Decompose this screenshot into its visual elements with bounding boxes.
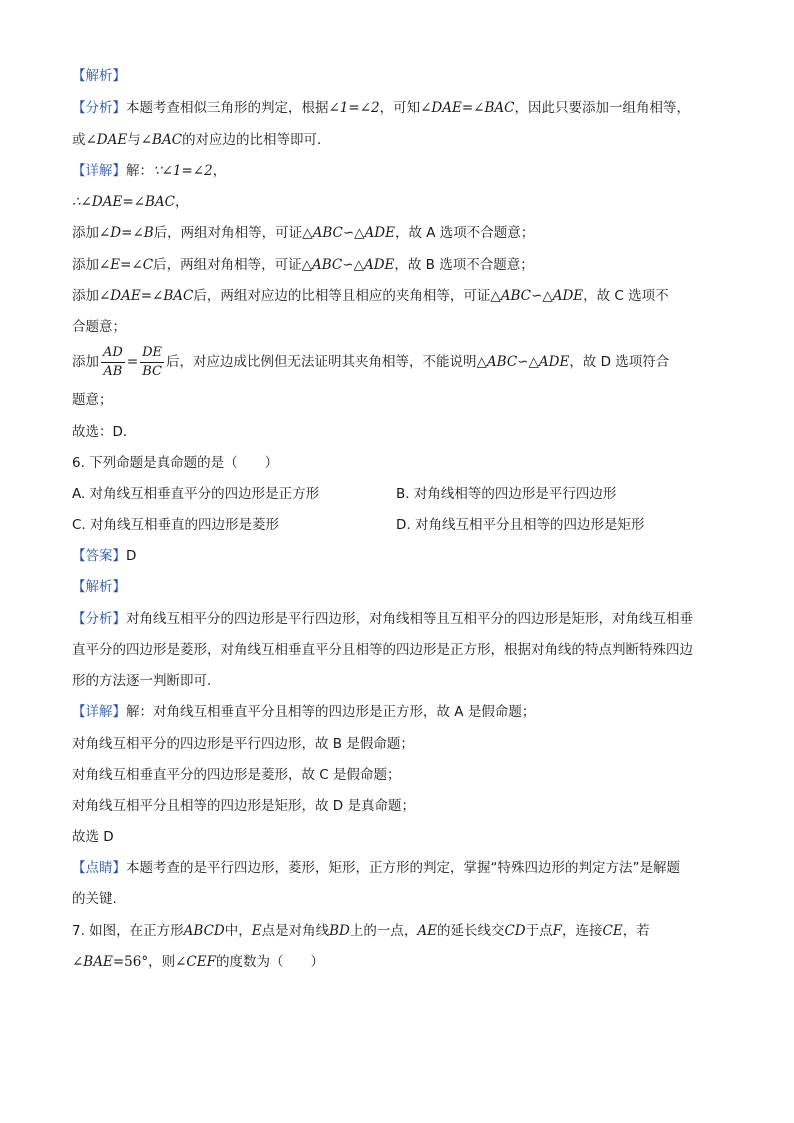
detail-line-7 (72, 339, 669, 385)
text: 于点 (525, 923, 553, 939)
text: ， (174, 194, 189, 210)
jiexi-heading-q6: 【解析】 (72, 579, 126, 595)
option-d: D. 对角线互相平分且相等的四边形是矩形 (396, 517, 645, 533)
text: 本题考查相似三角形的判定，根据 (126, 100, 329, 116)
math-expr: ∠1=∠2 (328, 100, 380, 116)
q6-analysis-line-1 (72, 609, 693, 629)
math-expr: △ABC∽△ADE (476, 354, 570, 370)
q6-analysis-line-2: 直平分的四边形是菱形，对角线互相垂直平分且相等的四边形是正方形，根据对角线的特点判断特殊四边 (72, 642, 693, 658)
math-expr: CD (504, 923, 526, 939)
option-c: C. 对角线互相垂直的四边形是菱形 (72, 517, 280, 533)
text: 的度数为（ ） (215, 954, 324, 970)
text: ，若 (622, 923, 650, 939)
text: ，可知 (379, 100, 421, 116)
fenxi-tag: 【分析】 (72, 100, 126, 116)
text: 中， (224, 923, 252, 939)
math-expr: △ABC∽△ADE (301, 257, 395, 273)
detail-line-9: 故选：D． (72, 424, 137, 440)
fenxi-tag: 【分析】 (72, 611, 126, 627)
math-expr: ∠DAE=∠BAC (99, 288, 194, 304)
math-expr: ∴∠DAE=∠BAC (72, 194, 175, 210)
math-expr: ∠BAE (72, 954, 113, 970)
text: ， (212, 163, 227, 179)
denominator: BC (142, 363, 162, 379)
math-expr: F (552, 923, 562, 939)
text: ，故 A 选项不合题意； (394, 225, 535, 241)
text: ，故 D 选项符合 (569, 354, 670, 370)
q6-detail-line-1 (72, 702, 535, 722)
detail-line-8: 题意； (72, 392, 113, 408)
text: 后，两组对角相等，可证 (153, 257, 302, 273)
text: 后，对应边成比例但无法证明其夹角相等，不能说明 (166, 354, 477, 370)
math-expr: ∠BAC (140, 132, 183, 148)
math-expr: ∠CEF (175, 954, 216, 970)
text: 的对应边的比相等即可． (182, 132, 331, 148)
q6-dianjing-line-2: 的关键. (72, 891, 117, 907)
option-a: A. 对角线互相垂直平分的四边形是正方形 (72, 486, 320, 502)
q6-detail-line-4: 对角线互相平分且相等的四边形是矩形，故 D 是真命题； (72, 798, 415, 814)
math-expr: ∵∠1=∠2 (153, 163, 213, 179)
answer-line (72, 546, 136, 566)
text: 上的一点， (349, 923, 418, 939)
math-expr: ∠D=∠B (99, 225, 154, 241)
text: 本题考查的是平行四边形，菱形，矩形，正方形的判定，掌握“特殊四边形的判定方法”是解题 (126, 860, 680, 876)
text: 添加 (72, 354, 99, 370)
q6-detail-line-2: 对角线互相平分的四边形是平行四边形，故 B 是假命题； (72, 736, 414, 752)
math-expr: E (251, 923, 262, 939)
text: ，故 B 选项不合题意； (394, 257, 534, 273)
text: 添加 (72, 288, 99, 304)
denominator: AB (103, 363, 123, 379)
text: 解：对角线互相垂直平分且相等的四边形是正方形，故 A 是假命题； (126, 704, 536, 720)
question-7-line-1 (72, 921, 650, 941)
text: 添加 (72, 257, 99, 273)
text: 或 (72, 132, 86, 148)
detail-line-1 (72, 161, 226, 181)
numerator: DE (140, 344, 164, 363)
q6-detail-line-3: 对角线互相垂直平分的四边形是菱形，故 C 是假命题； (72, 767, 401, 783)
math-expr: ∠DAE=∠BAC (420, 100, 515, 116)
text: 与 (127, 132, 141, 148)
text: 对角线互相平分的四边形是平行四边形，对角线相等且互相平分的四边形是矩形，对角线互相垂 (126, 611, 693, 627)
text: 的延长线交 (436, 923, 505, 939)
math-expr: ABCD (183, 923, 225, 939)
detail-line-3 (72, 223, 534, 243)
math-expr: AE (417, 923, 437, 939)
question-7-line-2 (72, 952, 324, 972)
text: =56°，则 (112, 954, 176, 970)
option-b: B. 对角线相等的四边形是平行四边形 (396, 486, 617, 502)
math-expr: △ABC∽△ADE (490, 288, 584, 304)
question-6: 6. 下列命题是真命题的是（ ） (72, 455, 279, 471)
q6-analysis-line-3: 形的方法逐一判断即可. (72, 673, 212, 689)
math-expr: ∠DAE (85, 132, 128, 148)
text: 添加 (72, 225, 99, 241)
detail-line-6: 合题意； (72, 319, 126, 335)
detail-line-5 (72, 286, 669, 306)
xiangjie-tag: 【详解】 (72, 704, 126, 720)
detail-line-4 (72, 255, 534, 275)
answer-tag: 【答案】 (72, 548, 126, 564)
math-expr: △ABC∽△ADE (302, 225, 395, 241)
text: 点是对角线 (261, 923, 330, 939)
q6-detail-line-5: 故选 D (72, 829, 114, 845)
fraction-ad-ab (101, 344, 125, 381)
text: 7. 如图，在正方形 (72, 923, 184, 939)
text: ，因此只要添加一组角相等， (514, 100, 690, 116)
analysis-line-2 (72, 130, 331, 150)
numerator: AD (101, 344, 125, 363)
math-expr: BD (329, 923, 350, 939)
text: 后，两组对角相等，可证 (153, 225, 303, 241)
text: 后，两组对应边的比相等且相应的夹角相等，可证 (193, 288, 491, 304)
jiexi-heading: 【解析】 (72, 68, 126, 84)
text: ，连接 (562, 923, 603, 939)
text: ，故 C 选项不 (583, 288, 669, 304)
math-expr: ∠E=∠C (99, 257, 154, 273)
text: 解： (126, 163, 153, 179)
q6-dianjing-line-1 (72, 858, 680, 878)
xiangjie-tag: 【详解】 (72, 163, 126, 179)
math-expr: CE (602, 923, 623, 939)
answer-value: D (126, 548, 137, 564)
dianjing-tag: 【点睛】 (72, 860, 126, 876)
detail-line-2 (72, 192, 188, 212)
equals-sign: = (126, 354, 139, 370)
fraction-de-bc (140, 344, 164, 381)
analysis-line-1 (72, 98, 690, 118)
